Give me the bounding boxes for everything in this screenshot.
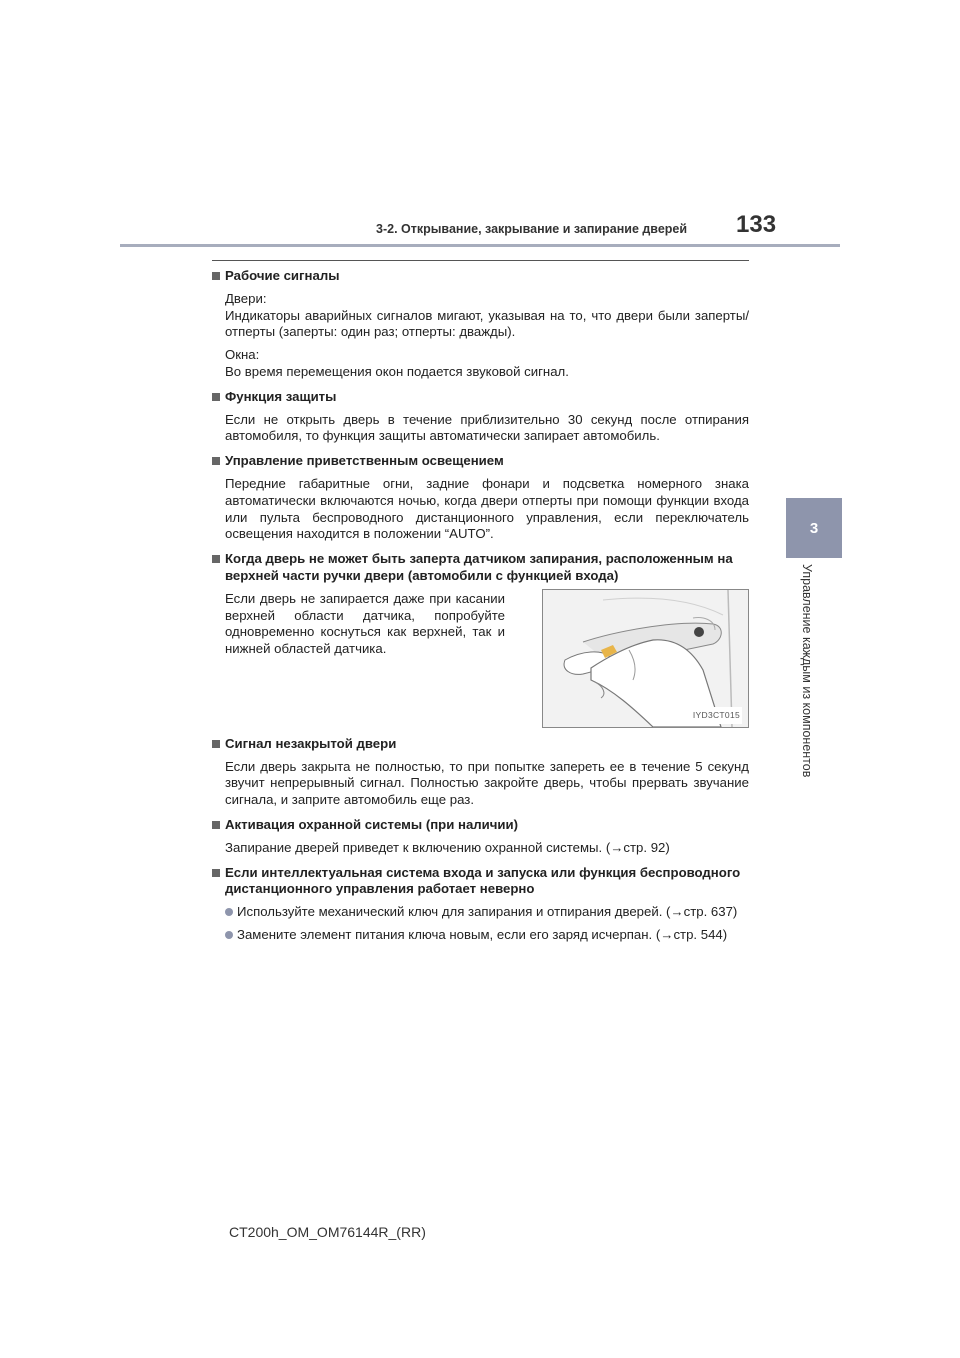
list-item: Используйте механический ключ для запирания и отпирания дверей. (→стр. 637) xyxy=(212,904,749,921)
section-heading: Рабочие сигналы xyxy=(212,268,749,285)
section-lock-sensor xyxy=(212,551,749,728)
square-bullet-icon xyxy=(212,555,220,563)
circle-bullet-icon xyxy=(225,908,233,916)
paragraph: Если дверь закрыта не полностью, то при попытке запереть ее в течение 5 секунд звучит непрерывный сигнал. Полностью закройте дверь, чтобы прервать звучание сигнала, и заприте автомобиль еще раз. xyxy=(225,758,749,808)
text-with-figure xyxy=(212,591,749,728)
paragraph: Если не открыть дверь в течение приблизительно 30 секунд после отпирания автомобиля, то функция защиты автоматически запирает автомобиль. xyxy=(225,411,749,444)
section-security-function xyxy=(212,389,749,445)
chapter-number: 3 xyxy=(809,519,819,537)
document-code: CT200h_OM_OM76144R_(RR) xyxy=(229,1224,426,1240)
chapter-label: Управление каждым из компонентов xyxy=(800,564,814,778)
square-bullet-icon xyxy=(212,457,220,465)
paragraph: Окна: xyxy=(225,347,260,363)
section-heading: Когда дверь не может быть заперта датчиком запирания, расположенным на верхней части ручки двери (автомобили с функцией входа) xyxy=(212,551,749,585)
section-heading: Активация охранной системы (при наличии) xyxy=(212,817,749,834)
page-number: 133 xyxy=(736,211,777,238)
section-alarm-activation xyxy=(212,817,749,857)
section-heading: Если интеллектуальная система входа и запуска или функция беспроводного дистанционного управления работает неверно xyxy=(212,865,749,899)
section-operation-signals xyxy=(212,268,749,381)
figure-code: IYD3CT015 xyxy=(691,707,742,724)
paragraph: Во время перемещения окон подается звуковой сигнал. xyxy=(225,363,569,379)
square-bullet-icon xyxy=(212,869,220,877)
paragraph: Передние габаритные огни, задние фонари и подсветка номерного знака автоматически включаются ночью, когда двери отперты при помощи функции входа или пульта беспроводного дистанционного управления, если переключатель освещения находится в положении “AUTO”. xyxy=(225,475,749,542)
section-heading: Управление приветственным освещением xyxy=(212,453,749,470)
door-handle-illustration xyxy=(542,589,749,728)
section-door-ajar-signal xyxy=(212,736,749,809)
section-heading: Сигнал незакрытой двери xyxy=(212,736,749,753)
chapter-tab xyxy=(786,498,842,558)
square-bullet-icon xyxy=(212,821,220,829)
circle-bullet-icon xyxy=(225,931,233,939)
square-bullet-icon xyxy=(212,272,220,280)
square-bullet-icon xyxy=(212,740,220,748)
page-content xyxy=(212,268,749,944)
paragraph: Индикаторы аварийных сигналов мигают, указывая на то, что двери были заперты/отперты (заперты: один раз; отперты: дважды). xyxy=(225,307,749,340)
paragraph: Если дверь не запирается даже при касании верхней области датчика, попробуйте одновременно коснуться как верхней, так и нижней областей датчика. xyxy=(225,590,505,657)
section-heading: Функция защиты xyxy=(212,389,749,406)
section-welcome-lighting xyxy=(212,453,749,543)
content-divider xyxy=(212,260,749,261)
square-bullet-icon xyxy=(212,393,220,401)
paragraph: Двери: xyxy=(225,290,267,306)
section-smart-entry-malfunction xyxy=(212,865,749,944)
list-item: Замените элемент питания ключа новым, если его заряд исчерпан. (→стр. 544) xyxy=(212,927,749,944)
section-title: 3-2. Открывание, закрывание и запирание дверей xyxy=(376,222,688,236)
paragraph: Запирание дверей приведет к включению охранной системы. (→стр. 92) xyxy=(225,839,670,855)
header-divider xyxy=(120,244,840,247)
